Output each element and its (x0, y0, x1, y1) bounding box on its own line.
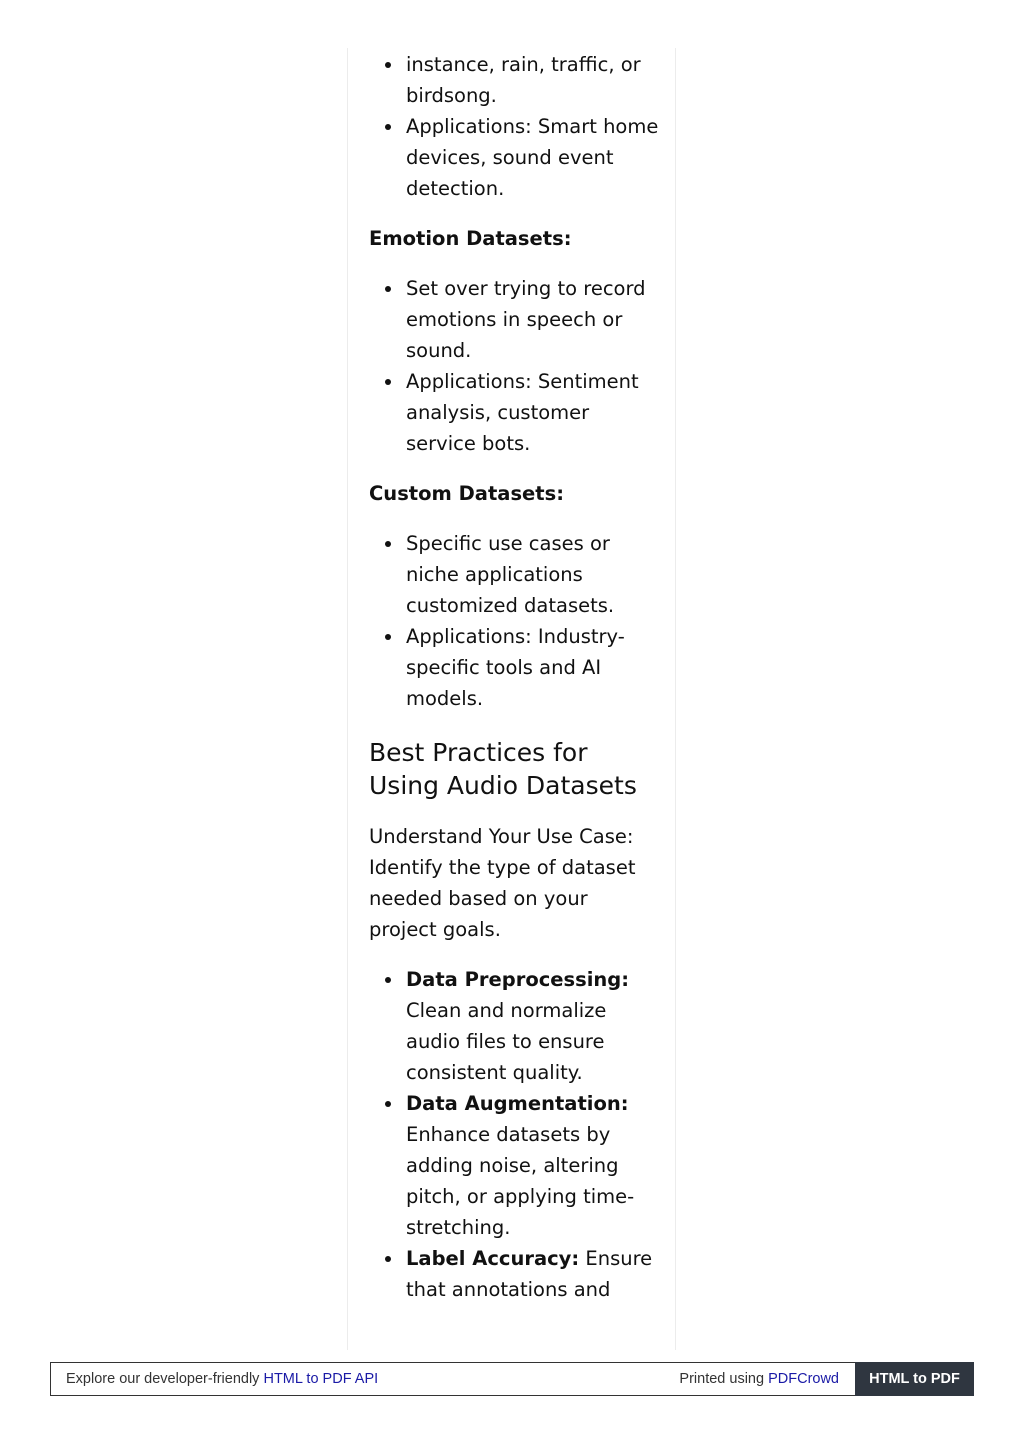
list-item (369, 964, 659, 1088)
pdfcrowd-footer (50, 1362, 974, 1396)
emotion-list (369, 273, 659, 459)
footer-explore (66, 1371, 378, 1387)
article-column (347, 48, 676, 1350)
footer-explore-text: Explore our developer-friendly (66, 1371, 260, 1387)
item-text: Enhance datasets by adding noise, altering pitch, or applying time-stretching. (406, 1123, 635, 1239)
best-practices-list (369, 964, 659, 1305)
item-text: Ensure that annotations and (406, 1247, 653, 1301)
list-item: Set over trying to record emotions in speech or sound. (369, 273, 659, 366)
list-item (369, 1088, 659, 1243)
html-to-pdf-api-link[interactable]: HTML to PDF API (263, 1371, 379, 1387)
pdfcrowd-link[interactable]: PDFCrowd (768, 1371, 839, 1387)
list-item: Specific use cases or niche applications customized datasets. (369, 528, 659, 621)
article-content (369, 48, 659, 1305)
emotion-heading: Emotion Datasets: (369, 227, 572, 250)
item-term: Data Preprocessing: (406, 968, 630, 991)
best-practices-intro: Understand Your Use Case: Identify the type of dataset needed based on your project goals. (369, 825, 636, 941)
item-term: Data Augmentation: (406, 1092, 629, 1115)
custom-heading: Custom Datasets: (369, 482, 565, 505)
ambient-list (369, 49, 659, 204)
list-item: Applications: Sentiment analysis, customer service bots. (369, 366, 659, 459)
html-to-pdf-button[interactable]: HTML to PDF (855, 1362, 974, 1396)
item-term: Label Accuracy: (406, 1247, 580, 1270)
list-item: Applications: Industry-specific tools and AI models. (369, 621, 659, 714)
footer-printed-text: Printed using (679, 1371, 765, 1387)
list-item: instance, rain, traffic, or birdsong. (369, 49, 659, 111)
list-item (369, 1243, 659, 1305)
item-text: Clean and normalize audio files to ensure consistent quality. (406, 999, 607, 1084)
custom-list (369, 528, 659, 714)
footer-printed (679, 1371, 839, 1387)
best-practices-title: Best Practices for Using Audio Datasets (369, 738, 637, 800)
list-item: Applications: Smart home devices, sound event detection. (369, 111, 659, 204)
